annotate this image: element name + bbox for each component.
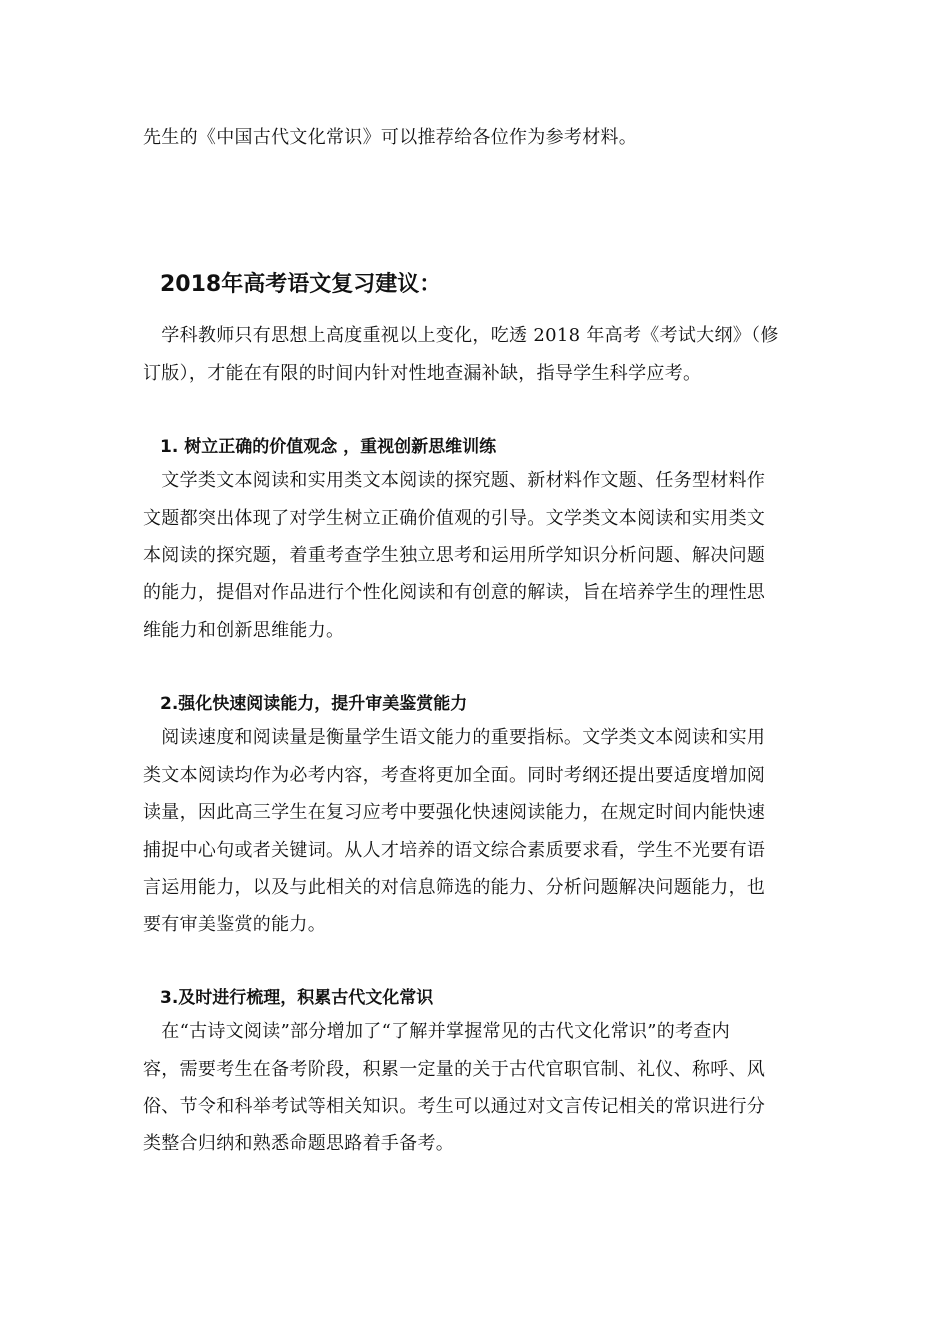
section-2-line: 要有审美鉴赏的能力。 — [143, 914, 326, 935]
page-title: 2018年高考语文复习建议： — [160, 272, 442, 297]
section-1-line: 本阅读的探究题，着重考查学生独立思考和运用所学知识分析问题、解决问题 — [143, 545, 766, 566]
section-2-line: 类文本阅读均作为必考内容，考查将更加全面。同时考纲还提出要适度增加阅 — [143, 765, 766, 786]
intro-line: 学科教师只有思想上高度重视以上变化，吃透 2018 年高考《考试大纲》（修 — [143, 325, 779, 346]
section-1-line: 维能力和创新思维能力。 — [143, 620, 345, 641]
section-1-heading: 1. 树立正确的价值观念 ，重视创新思维训练 — [160, 437, 497, 457]
section-3-line: 在“古诗文阅读”部分增加了“了解并掌握常见的古代文化常识”的考查内 — [143, 1021, 731, 1042]
section-3-heading: 3.及时进行梳理，积累古代文化常识 — [160, 988, 434, 1008]
section-3-line: 俗、节令和科举考试等相关知识。考生可以通过对文言传记相关的常识进行分 — [143, 1096, 766, 1117]
section-3-line: 类整合归纳和熟悉命题思路着手备考。 — [143, 1133, 455, 1154]
intro-line: 订版），才能在有限的时间内针对性地查漏补缺，指导学生科学应考。 — [143, 363, 702, 384]
section-2-line: 言运用能力，以及与此相关的对信息筛选的能力、分析问题解决问题能力，也 — [143, 877, 766, 898]
section-1-line: 的能力，提倡对作品进行个性化阅读和有创意的解读，旨在培养学生的理性思 — [143, 582, 766, 603]
section-2-line: 读量，因此高三学生在复习应考中要强化快速阅读能力，在规定时间内能快速 — [143, 802, 766, 823]
section-2-heading: 2.强化快速阅读能力，提升审美鉴赏能力 — [160, 694, 468, 714]
section-2-line: 捕捉中心句或者关键词。从人才培养的语文综合素质要求看，学生不光要有语 — [143, 840, 766, 861]
section-1-line: 文题都突出体现了对学生树立正确价值观的引导。文学类文本阅读和实用类文 — [143, 508, 766, 529]
section-1-line: 文学类文本阅读和实用类文本阅读的探究题、新材料作文题、任务型材料作 — [143, 470, 766, 491]
section-3-line: 容，需要考生在备考阶段，积累一定量的关于古代官职官制、礼仪、称呼、风 — [143, 1059, 766, 1080]
intro-tail-line: 先生的《中国古代文化常识》可以推荐给各位作为参考材料。 — [143, 127, 638, 148]
section-2-line: 阅读速度和阅读量是衡量学生语文能力的重要指标。文学类文本阅读和实用 — [143, 727, 766, 748]
